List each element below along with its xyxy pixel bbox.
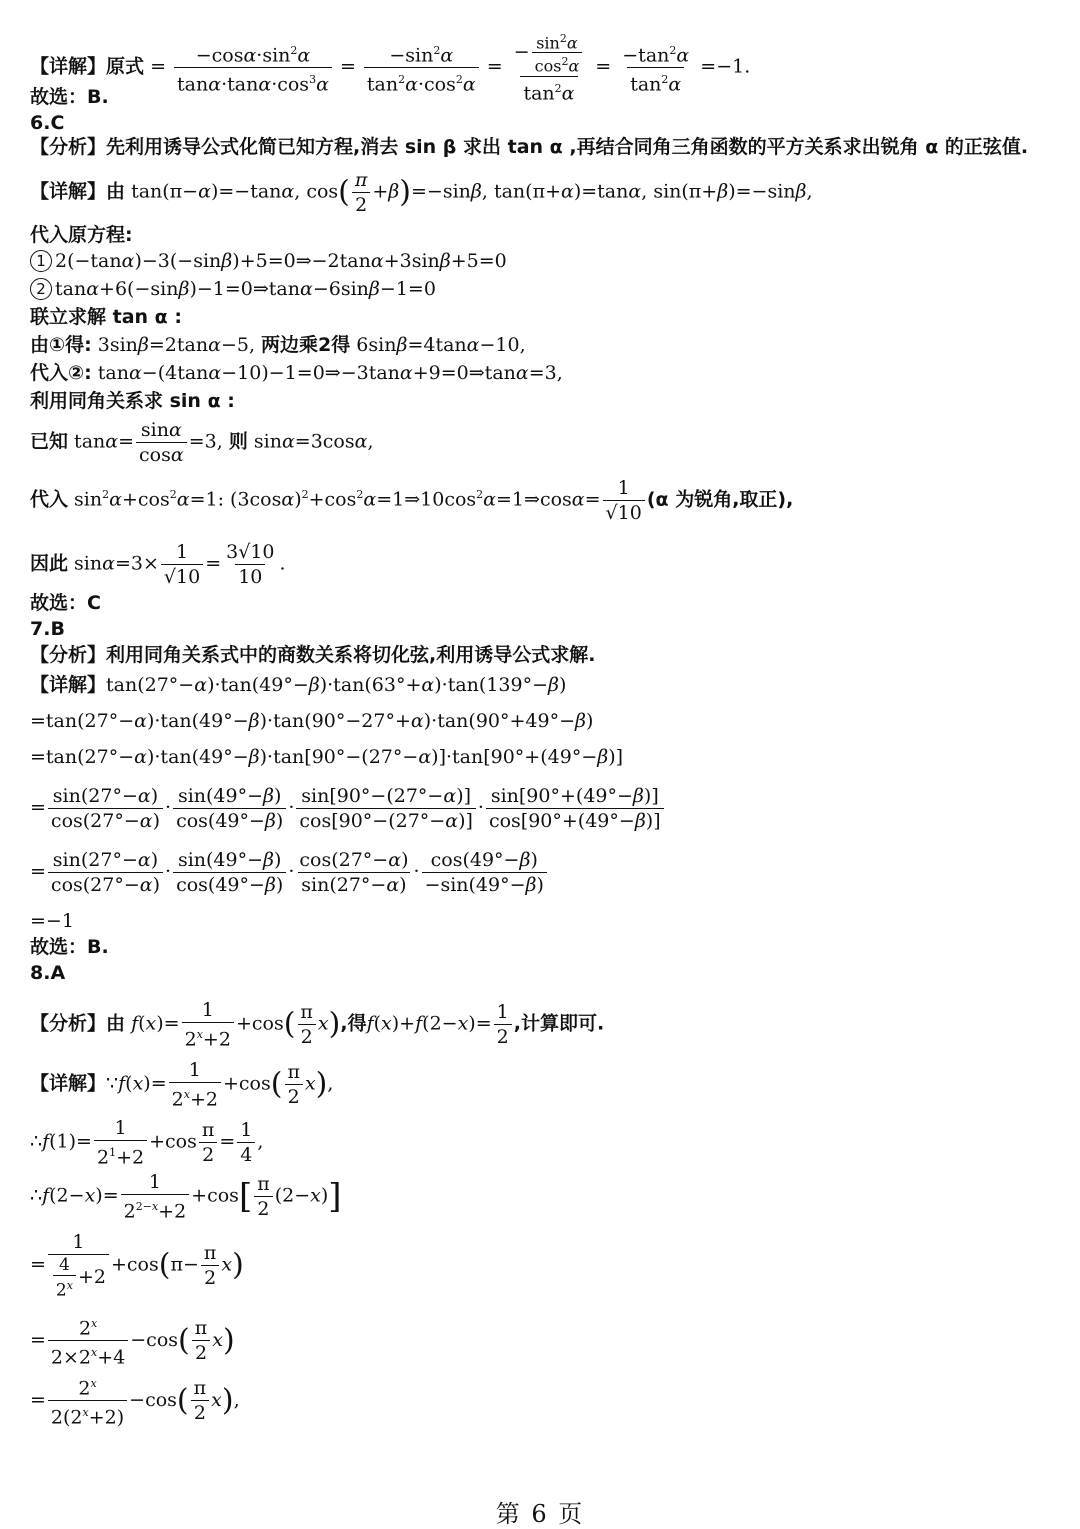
q7-line3: =tan(27°−α)·tan(49°−β)·tan[90°−(27°−α)]·tan[90°+(49°−β)] [30,746,624,768]
q6-solve-label: 联立求解 tan α : [30,306,182,328]
q6-step4: 代入 $\sin^2\alpha+\cos^2\alpha=1$: $(3\cos\alpha)^2+\cos^2\alpha=1\Rightarrow 10\cos^2\alpha=1\Rightarrow\cos\alpha=$ $\frac{1}{√10}$ (α 为锐角,取正), [30,477,794,524]
q6-eq1: 1 2(−tanα)−3(−sinβ)+5=0⇒−2tanα+3sinβ+5=0 [30,248,507,274]
analysis-text: 先利用诱导公式化简已知方程,消去 sin β 求出 tan α ,再结合同角三角函数的平方关系求出锐角 α 的正弦值. [106,136,1029,158]
detail-lead: 由 [106,180,126,203]
page-footer: 第 6 页 [495,1500,585,1528]
q7-result: =−1 [30,910,74,932]
circled-number: 1 [30,250,52,272]
q6-number: 6.C [30,112,65,134]
q6-substitute-label: 代入原方程: [30,224,133,246]
analysis-tag: 【分析】 [30,136,107,158]
q7-choice: 故选：B. [30,936,109,958]
q8-detail-line4: = 1 $\frac{4}{2^x}$ +2 +cos(π− $\frac{\pi}{2}$ x) [30,1231,244,1301]
circled-number: 2 [30,278,52,300]
q6-step2: 代入②: tanα−(4tanα−10)−1=0⇒−3tanα+9=0⇒tanα=3, [30,362,563,384]
fraction: $\frac{-\cos\alpha\cdot\sin^2\alpha}{\tan\alpha\cdot\tan\alpha\cdot\cos^3\alpha}$ [174,39,332,97]
fraction: $\frac{-\tan^2\alpha}{\tan^2\alpha}$ [622,43,690,96]
q8-number: 8.A [30,962,66,984]
q8-analysis: 【分析】由 f(x)= $\frac{1}{2^x+2}$ +cos( $\frac{\pi}{2}$ x),得f(x)+f(2−x)= $\frac{1}{2}$ ,计算即可. [30,999,605,1051]
q8-detail-line6: = $\frac{2^x}{2(2^x+2)}$ −cos( $\frac{\pi}{2}$ x), [30,1377,240,1429]
q6-analysis [30,134,1028,160]
q7-analysis: 【分析】利用同角关系式中的商数关系将切化弦,利用诱导公式求解. [30,644,596,666]
detail-tag: 【详解】 [30,55,107,78]
detail-lead: 原式 [106,55,145,78]
q5-detail-line: 【详解】原式 = $\frac{-\cos\alpha\cdot\sin^2\alpha}{\tan\alpha\cdot\tan\alpha\cdot\cos^3\alpha}$ = $\frac{-\sin^2\alpha}{\tan^2\alpha\cdot\cos^2\alpha}$ = − $\frac{\sin^2\alpha}{\cos^2\alpha}$ $\tan^2\alpha$ = $\frac{-\tan^2\alpha}{\tan^2\alpha}$ =−1. [30,32,751,104]
q8-detail-line5: = $\frac{2^x}{2\times 2^x+4}$ −cos( $\frac{\pi}{2}$ x) [30,1317,235,1369]
q8-detail-line2: ∴f(1)= $\frac{1}{2^1+2}$ +cos $\frac{\pi}{2}$ = $\frac{1}{4}$ , [30,1117,264,1169]
q7-line5: = $\frac{\sin(27^\circ-\alpha)}{\cos(27^\circ-\alpha)}$ · $\frac{\sin(49^\circ-\beta)}{\cos(49^\circ-\beta)}$ · $\frac{\cos(27^\circ-\alpha)}{\sin(27^\circ-\alpha)}$ · $\frac{\cos(49^\circ-\beta)}{-\sin(49^\circ-\beta)}$ [30,848,549,897]
detail-tag: 【详解】 [30,180,107,203]
fraction: $\frac{-\sin^2\alpha}{\tan^2\alpha\cdot\cos^2\alpha}$ [364,39,479,97]
q7-line4: = $\frac{\sin(27^\circ-\alpha)}{\cos(27^\circ-\alpha)}$ · $\frac{\sin(49^\circ-\beta)}{\cos(49^\circ-\beta)}$ · $\frac{\sin[90^\circ-(27^\circ-\alpha)]}{\cos[90^\circ-(27^\circ-\alpha)]}$ · $\frac{\sin[90^\circ+(49^\circ-\beta)]}{\cos[90^\circ+(49^\circ-\beta)]}$ [30,784,666,833]
q6-step3: 已知 tanα= $\frac{\sin\alpha}{\cos\alpha}$ =3, 则 sinα=3cosα, [30,419,374,466]
q7-line2: =tan(27°−α)·tan(49°−β)·tan(90°−27°+α)·tan(90°+49°−β) [30,710,594,732]
q6-step5: 因此 sinα=3× $\frac{1}{√10}$ = $\frac{3√10}{10}$ . [30,541,286,588]
q7-number: 7.B [30,618,65,640]
q6-eq2: 2 tanα+6(−sinβ)−1=0⇒tanα−6sinβ−1=0 [30,276,436,302]
q6-step1: 由①得: 3sinβ=2tanα−5, 两边乘2得 6sinβ=4tanα−10, [30,334,526,356]
q8-detail-line3: ∴f(2−x)= $\frac{1}{2^{2-x}+2}$ +cos[ $\frac{\pi}{2}$ (2−x)] [30,1171,342,1223]
q6-sin-label: 利用同角关系求 sin α : [30,390,235,412]
fraction: − $\frac{\sin^2\alpha}{\cos^2\alpha}$ $\tan^2\alpha$ [511,30,588,105]
q7-line1: 【详解】tan(27°−α)·tan(49°−β)·tan(63°+α)·tan(139°−β) [30,674,567,696]
q6-choice: 故选：C [30,592,101,614]
q5-choice: 故选：B. [30,86,109,108]
q6-detail-line: 【详解】由 tan(π−α)=−tanα, cos( $\frac{\pi}{2}$ +β)=−sinβ, tan(π+α)=tanα, sin(π+β)=−sinβ, [30,169,813,216]
q8-detail-line1: 【详解】∵f(x)= $\frac{1}{2^x+2}$ +cos( $\frac{\pi}{2}$ x), [30,1059,334,1111]
